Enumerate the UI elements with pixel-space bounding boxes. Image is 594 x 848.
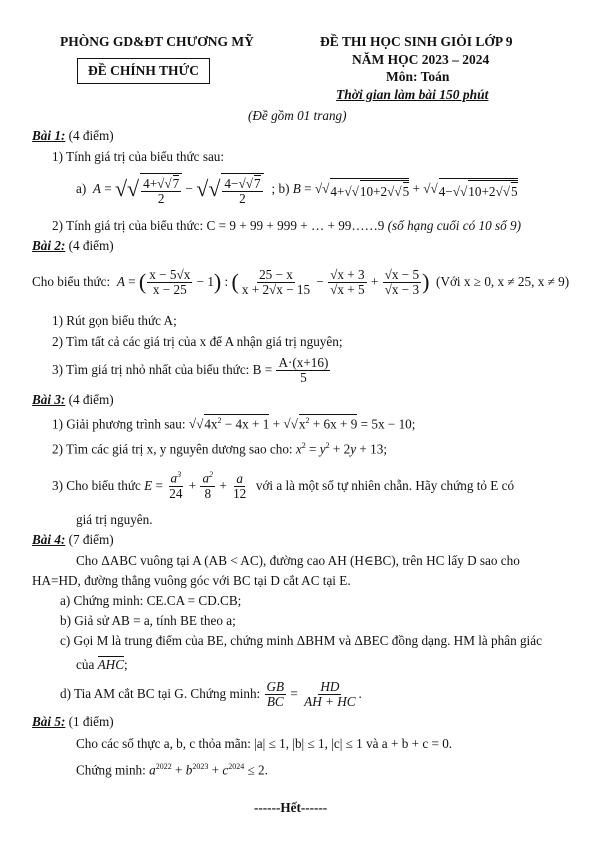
bai4-c2: của AHC; [76,657,128,672]
bai5-prove: Chứng minh: $a^{2022} + b^{2023} + c^{2024} \le 2$. [76,762,268,778]
bai3-q2: 2) Tìm các giá trị x, y nguyên dương sao cho: $x^2 = y^2 + 2y + 13$; [52,441,387,457]
school-year: NĂM HỌC 2023 – 2024 [352,52,490,67]
footer-end: ------Hết------ [254,800,328,815]
bai3-q1: 1) Giải phương trình sau: √ $√4x^2 - 4x + 1$ + √ $√x^2 + 6x + 9 = 5x - 10$; [52,414,415,432]
bai5-given: Cho các số thực a, b, c thỏa mãn: |a| ≤ 1, |b| ≤ 1, |c| ≤ 1 và a + b + c = 0. [76,736,453,751]
bai2-q2: 2) Tìm tất cả các giá trị của x để A nhận giá trị nguyên; [52,334,343,349]
bai4-d: d) Tia AM cắt BC tại G. Chứng minh: $\frac{GB}{BC}$ = $\frac{HD}{AH + HC}$ . [60,678,362,709]
bai3-heading: Bài 3: (4 điểm) [32,392,114,407]
bai5-heading: Bài 5: (1 điểm) [32,714,114,729]
time-limit: Thời gian làm bài 150 phút [336,87,489,102]
bai2-formula: Cho biểu thức: A = ( $\frac{x - 5√x}{x - 25}$ − 1 ) : ( $\frac{25 - x}{x + 2√x - 15}$ − $\frac{√x + 3}{√x + 5}$ + $\frac{√x - 5}{√x - 3}$ ) (Với x ≥ 0, x ≠ 25, x ≠ 9) [32,266,570,297]
department: PHÒNG GD&ĐT CHƯƠNG MỸ [60,34,254,49]
bai4-heading: Bài 4: (7 điểm) [32,532,114,547]
page-count: (Đề gồm 01 trang) [248,108,347,123]
bai1-heading: Bài 1: (4 điểm) [32,128,114,143]
bai4-b: b) Giả sử AB = a, tính BE theo a; [60,613,236,628]
official-badge: ĐỀ CHÍNH THỨC [77,58,210,84]
bai1-q1: 1) Tính giá trị của biểu thức sau: [52,149,225,164]
bai3-q3: 3) Cho biểu thức E = $\frac{a^3}{24}$ + $\frac{a^2}{8}$ + $\frac{a}{12}$ với a là một số tự nhiên chẵn. Hãy chứng tỏ E có [52,470,515,501]
bai4-intro1: Cho ΔABC vuông tại A (AB < AC), đường cao AH (H∈BC), trên HC lấy D sao cho [76,553,520,568]
bai2-q1: 1) Rút gọn biểu thức A; [52,313,177,328]
bai4-a: a) Chứng minh: CE.CA = CD.CB; [60,593,242,608]
bai4-intro2: HA=HD, đường thẳng vuông góc với BC tại D cắt AC tại E. [32,573,351,588]
bai4-c1: c) Gọi M là trung điểm của BE, chứng minh ΔBHM và ΔBEC đồng dạng. HM là phân giác [60,633,542,648]
bai2-heading: Bài 2: (4 điểm) [32,238,114,253]
subject: Môn: Toán [386,69,450,84]
exam-title: ĐỀ THI HỌC SINH GIỎI LỚP 9 [320,34,513,49]
bai1-formula-a: a) A = √ √ $\frac{4+√ √7}{2}$ − √ √ $\frac{4-√ √7}{2}$ ; b) B = √ √ 4+√ √10+2√ √5 + √ √ 4−√ √10+2√ √5 [76,166,518,212]
bai2-q3: 3) Tìm giá trị nhỏ nhất của biểu thức: B = $\frac{A\cdot(x+16)}{5}$ [52,354,329,385]
bai3-q3-cont: giá trị nguyên. [76,512,153,527]
bai1-q2: 2) Tính giá trị của biểu thức: C = 9 + 99 + 999 + … + 99……9 (số hạng cuối có 10 số 9) [52,218,521,233]
